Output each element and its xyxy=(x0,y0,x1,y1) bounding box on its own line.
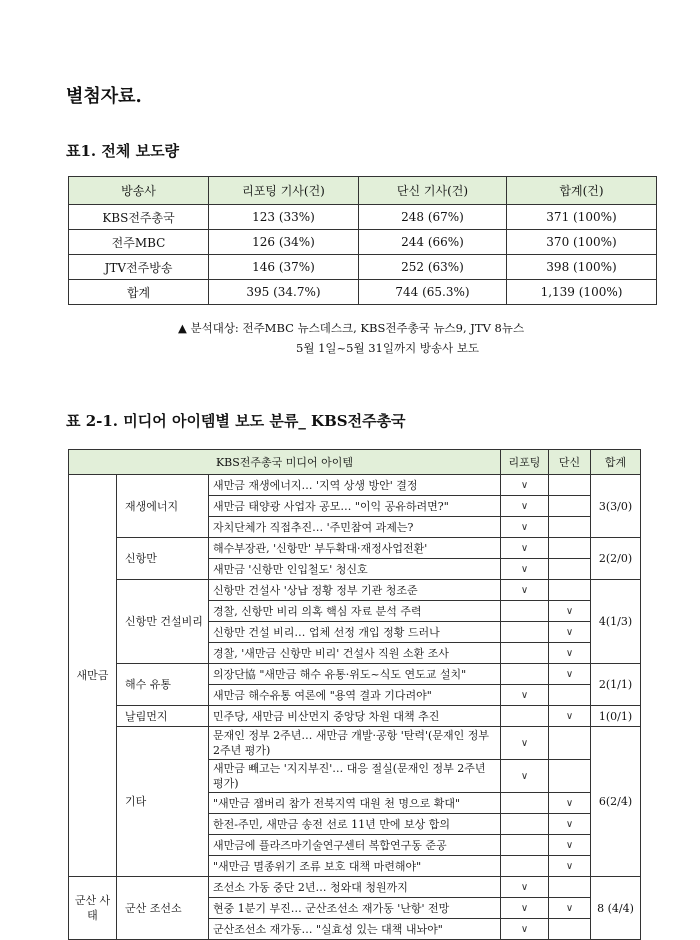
media-item-table xyxy=(68,449,641,940)
table-cell: 371 (100%) xyxy=(507,205,657,230)
brief-mark xyxy=(549,919,591,940)
table2-header: 리포팅 xyxy=(501,450,549,475)
report-mark: ∨ xyxy=(501,898,549,919)
table-cell: 합계 xyxy=(69,280,209,305)
table1-header: 방송사 xyxy=(69,177,209,205)
item-title: 새만금 태양광 사업자 공모… "이익 공유하려면?" xyxy=(209,496,501,517)
brief-mark xyxy=(549,580,591,601)
note-line-1: ▲ 분석대상: 전주MBC 뉴스데스크, KBS전주총국 뉴스9, JTV 8뉴스 xyxy=(178,321,525,335)
item-title: 새만금 빼고는 '지지부진'… 대응 절실(문재인 정부 2주년 평가) xyxy=(209,760,501,793)
brief-mark xyxy=(549,727,591,760)
brief-mark xyxy=(549,517,591,538)
table-cell: 744 (65.3%) xyxy=(359,280,507,305)
table-row xyxy=(69,538,641,559)
brief-mark: ∨ xyxy=(549,601,591,622)
category: 군산 조선소 xyxy=(117,877,209,940)
brief-mark: ∨ xyxy=(549,898,591,919)
table-cell: 126 (34%) xyxy=(209,230,359,255)
table-row xyxy=(69,255,657,280)
category-total: 4(1/3) xyxy=(591,580,641,664)
item-title: 한전-주민, 새만금 송전 선로 11년 만에 보상 합의 xyxy=(209,814,501,835)
brief-mark: ∨ xyxy=(549,835,591,856)
table1-title: 표1. 전체 보도량 xyxy=(66,142,180,160)
table-cell: 1,139 (100%) xyxy=(507,280,657,305)
brief-mark: ∨ xyxy=(549,814,591,835)
table-cell: JTV전주방송 xyxy=(69,255,209,280)
table1-header: 리포팅 기사(건) xyxy=(209,177,359,205)
table-cell: KBS전주총국 xyxy=(69,205,209,230)
report-mark xyxy=(501,622,549,643)
brief-mark: ∨ xyxy=(549,622,591,643)
item-title: 현중 1분기 부진… 군산조선소 재가동 '난항' 전망 xyxy=(209,898,501,919)
table-row xyxy=(69,727,641,760)
table-row xyxy=(69,280,657,305)
table-row xyxy=(69,664,641,685)
brief-mark xyxy=(549,538,591,559)
category-total: 3(3/0) xyxy=(591,475,641,538)
item-title: 군산조선소 재가동… "실효성 있는 대책 내놔야" xyxy=(209,919,501,940)
item-title: 민주당, 새만금 비산먼지 중앙당 차원 대책 추진 xyxy=(209,706,501,727)
category-total: 2(2/0) xyxy=(591,538,641,580)
table-cell: 398 (100%) xyxy=(507,255,657,280)
report-mark: ∨ xyxy=(501,580,549,601)
brief-mark: ∨ xyxy=(549,664,591,685)
report-mark xyxy=(501,856,549,877)
item-title: 새만금 '신항만 인입철도' 청신호 xyxy=(209,559,501,580)
category: 해수 유통 xyxy=(117,664,209,706)
report-mark: ∨ xyxy=(501,559,549,580)
category: 날림먼지 xyxy=(117,706,209,727)
brief-mark: ∨ xyxy=(549,793,591,814)
table1-header-row xyxy=(69,177,657,205)
table2-title: 표 2-1. 미디어 아이템별 보도 분류_ KBS전주총국 xyxy=(66,412,406,430)
item-title: 신항만 건설사 '상납 정황 정부 기관 청조준 xyxy=(209,580,501,601)
category: 신항만 xyxy=(117,538,209,580)
item-title: "새만금 멸종위기 조류 보호 대책 마련해야" xyxy=(209,856,501,877)
report-mark xyxy=(501,643,549,664)
category: 재생에너지 xyxy=(117,475,209,538)
document-title: 별첨자료. xyxy=(66,86,142,107)
item-title: 신항만 건설 비리… 업체 선정 개입 정황 드러나 xyxy=(209,622,501,643)
table1-header: 단신 기사(건) xyxy=(359,177,507,205)
brief-mark: ∨ xyxy=(549,706,591,727)
brief-mark xyxy=(549,685,591,706)
item-title: 경찰, 신항만 비리 의혹 핵심 자료 분석 주력 xyxy=(209,601,501,622)
report-mark xyxy=(501,835,549,856)
report-mark: ∨ xyxy=(501,919,549,940)
report-mark: ∨ xyxy=(501,517,549,538)
category-total: 1(0/1) xyxy=(591,706,641,727)
report-mark: ∨ xyxy=(501,496,549,517)
item-title: "새만금 잼버리 참가 전북지역 대원 천 명으로 확대" xyxy=(209,793,501,814)
category: 기타 xyxy=(117,727,209,877)
report-mark: ∨ xyxy=(501,538,549,559)
item-title: 새만금에 플라즈마기술연구센터 복합연구동 준공 xyxy=(209,835,501,856)
report-mark: ∨ xyxy=(501,760,549,793)
item-title: 해수부장관, '신항만' 부두확대·재정사업전환' xyxy=(209,538,501,559)
category: 신항만 건설비리 xyxy=(117,580,209,664)
report-mark xyxy=(501,664,549,685)
table-row xyxy=(69,706,641,727)
category-total: 6(2/4) xyxy=(591,727,641,877)
item-title: 새만금 재생에너지… '지역 상생 방안' 결정 xyxy=(209,475,501,496)
total-coverage-table xyxy=(68,176,657,305)
table1-header: 합계(건) xyxy=(507,177,657,205)
table2-header-row xyxy=(69,450,641,475)
category-total: 2(1/1) xyxy=(591,664,641,706)
note-line-2: 5월 1일~5월 31일까지 방송사 보도 xyxy=(296,341,480,355)
table-row xyxy=(69,205,657,230)
item-title: 경찰, '새만금 신항만 비리' 건설사 직원 소환 조사 xyxy=(209,643,501,664)
table-row xyxy=(69,475,641,496)
item-title: 문재인 정부 2주년… 새만금 개발·공항 '탄력'(문재인 정부 2주년 평가) xyxy=(209,727,501,760)
item-title: 자치단체가 직접추진… '주민참여 과제는? xyxy=(209,517,501,538)
report-mark xyxy=(501,601,549,622)
table-cell: 123 (33%) xyxy=(209,205,359,230)
table-row xyxy=(69,877,641,898)
brief-mark xyxy=(549,877,591,898)
table-cell: 252 (63%) xyxy=(359,255,507,280)
report-mark: ∨ xyxy=(501,685,549,706)
item-title: 의장단協 "새만금 해수 유통·위도~식도 연도교 설치" xyxy=(209,664,501,685)
table2-header: KBS전주총국 미디어 아이템 xyxy=(69,450,501,475)
table2-header: 단신 xyxy=(549,450,591,475)
table-cell: 395 (34.7%) xyxy=(209,280,359,305)
category-total: 8 (4/4) xyxy=(591,877,641,940)
brief-mark xyxy=(549,760,591,793)
table-cell: 전주MBC xyxy=(69,230,209,255)
report-mark: ∨ xyxy=(501,475,549,496)
report-mark: ∨ xyxy=(501,877,549,898)
table-row xyxy=(69,580,641,601)
top-category: 새만금 xyxy=(69,475,117,877)
item-title: 새만금 해수유통 여론에 "용역 결과 기다려야" xyxy=(209,685,501,706)
table-cell: 146 (37%) xyxy=(209,255,359,280)
report-mark xyxy=(501,706,549,727)
brief-mark: ∨ xyxy=(549,856,591,877)
item-title: 조선소 가동 중단 2년… 청와대 청원까지 xyxy=(209,877,501,898)
top-category: 군산 사태 xyxy=(69,877,117,940)
table-cell: 248 (67%) xyxy=(359,205,507,230)
brief-mark xyxy=(549,475,591,496)
report-mark xyxy=(501,814,549,835)
brief-mark: ∨ xyxy=(549,643,591,664)
table2-header: 합계 xyxy=(591,450,641,475)
brief-mark xyxy=(549,559,591,580)
report-mark: ∨ xyxy=(501,727,549,760)
table-row xyxy=(69,230,657,255)
report-mark xyxy=(501,793,549,814)
brief-mark xyxy=(549,496,591,517)
table-cell: 244 (66%) xyxy=(359,230,507,255)
table-cell: 370 (100%) xyxy=(507,230,657,255)
